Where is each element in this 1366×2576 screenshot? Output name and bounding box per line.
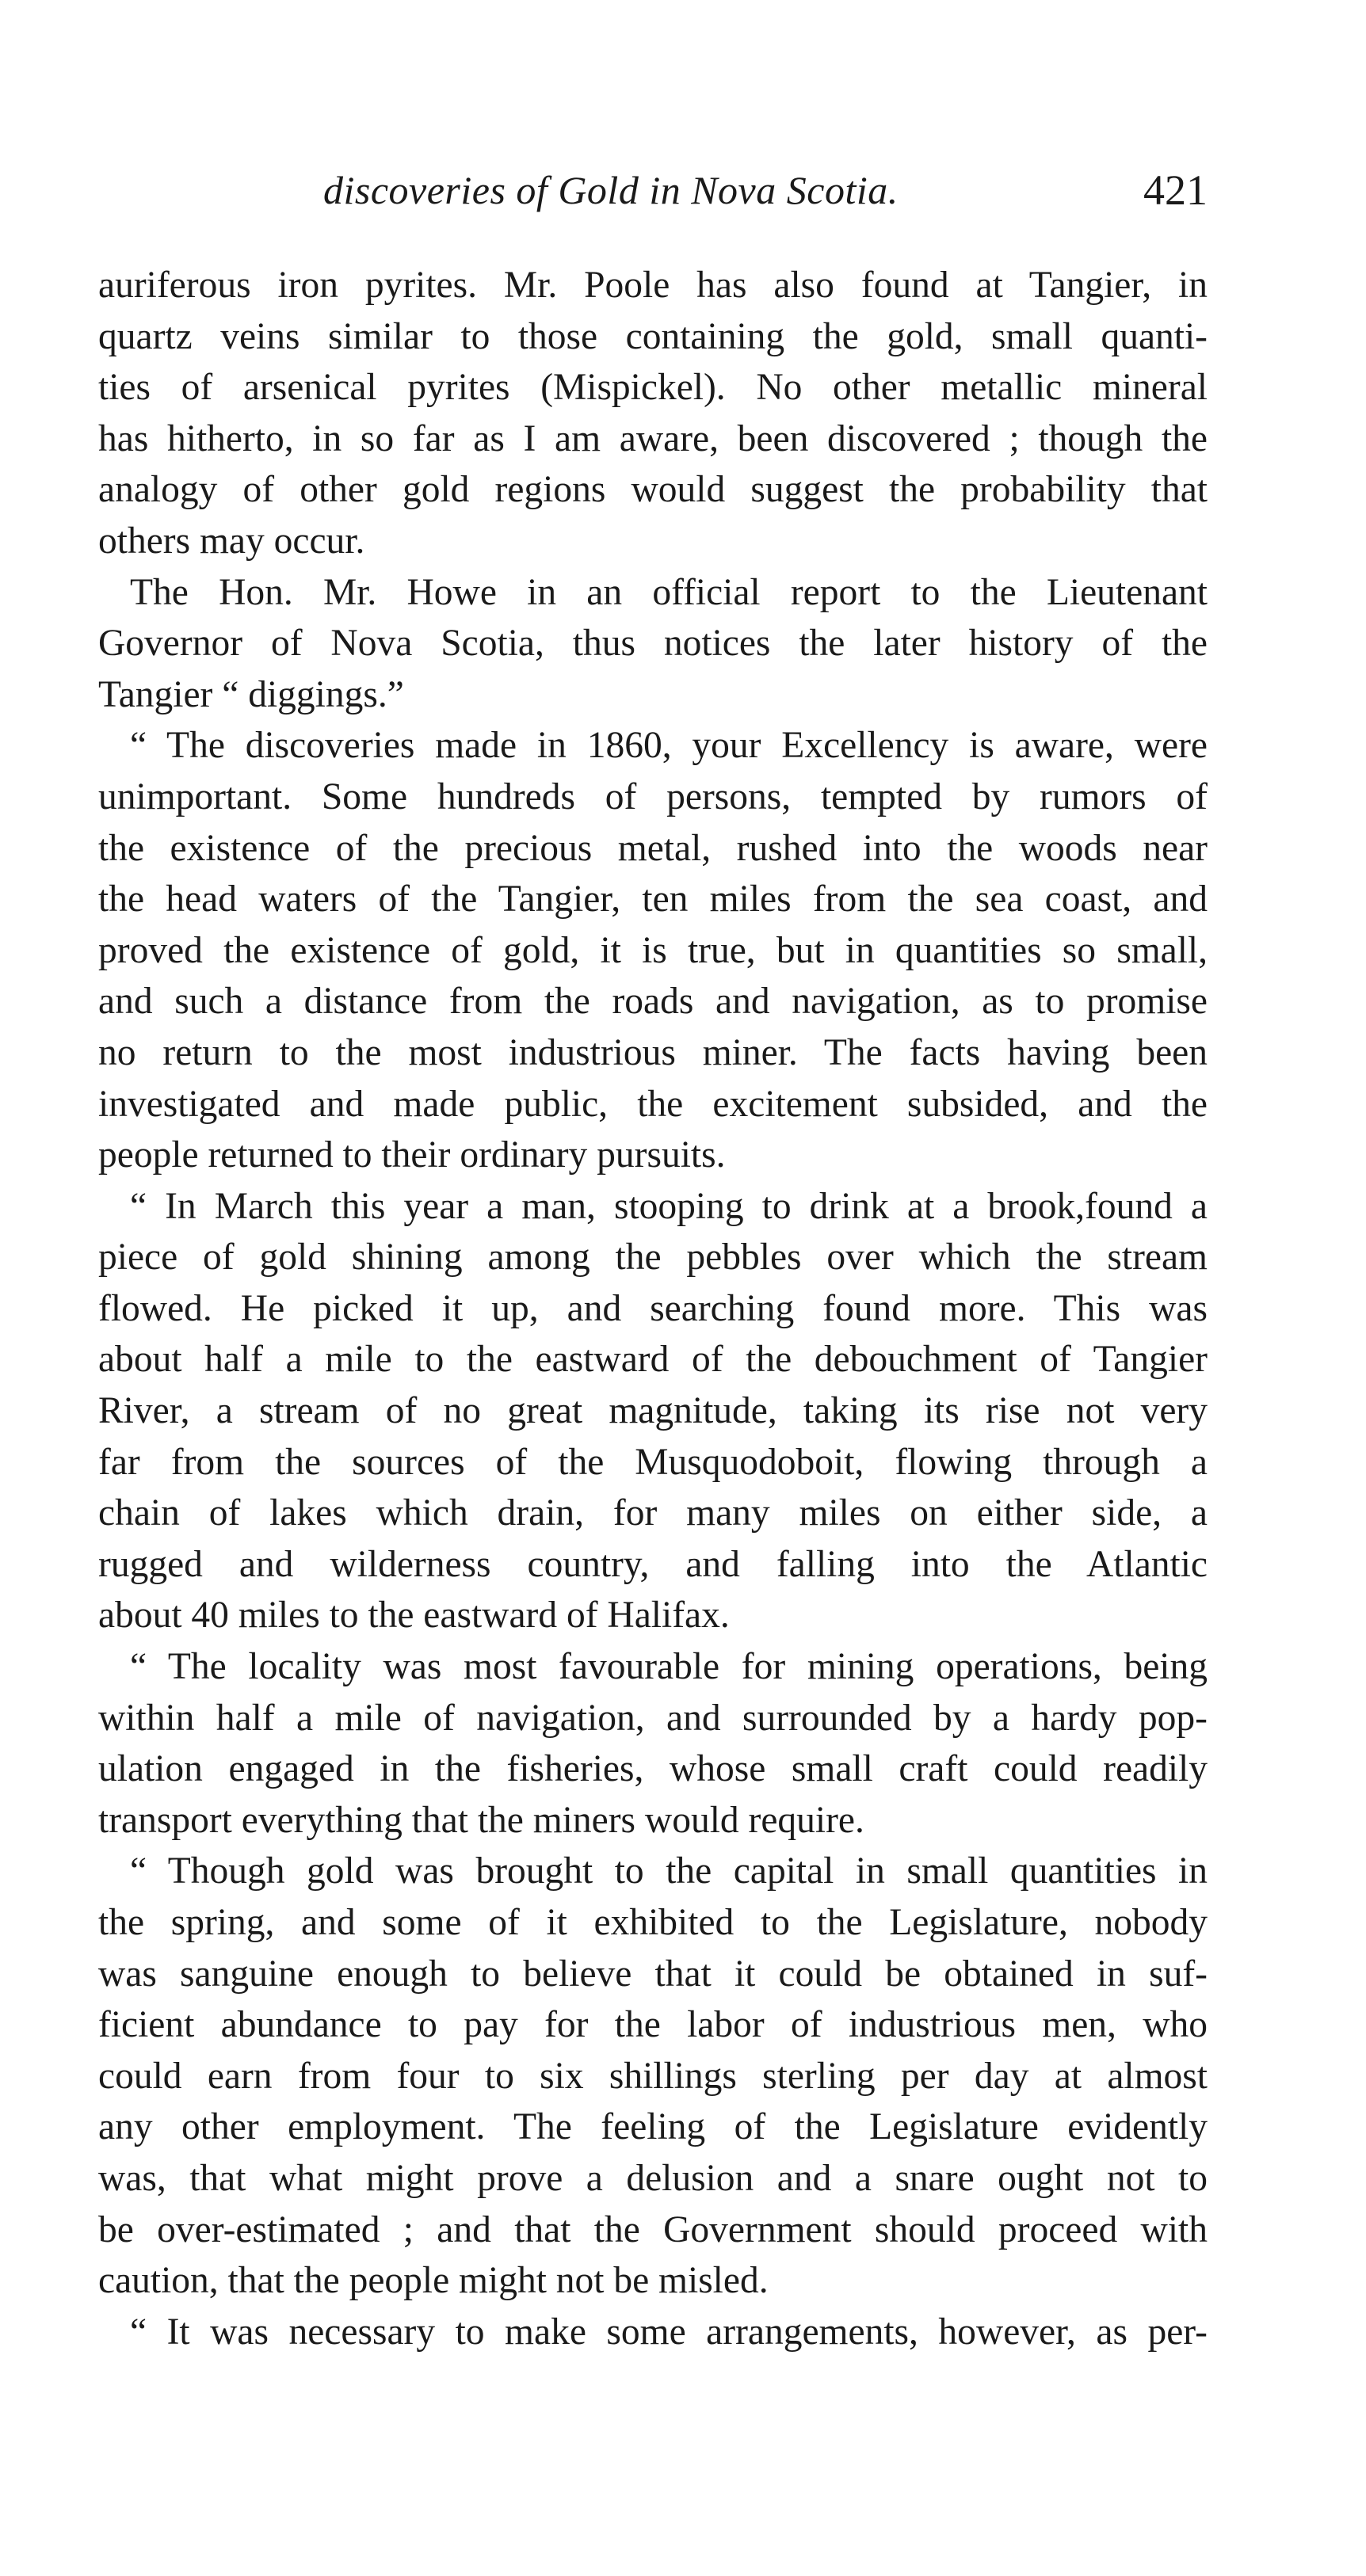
text-line: proved the existence of gold, it is true, but in quantities so small, — [98, 929, 1208, 971]
text-line: “ In March this year a man, stooping to drink at a brook,found a — [130, 1185, 1208, 1227]
text-line: any other employment. The feeling of the Legislature evidently — [98, 2106, 1208, 2148]
text-line: no return to the most industrious miner. The facts having been — [98, 1031, 1208, 1073]
text-line: investigated and made public, the excitement subsided, and the — [98, 1083, 1208, 1125]
text-line: about 40 miles to the eastward of Halifax. — [98, 1595, 730, 1637]
text-line: “ Though gold was brought to the capital in small quantities in — [130, 1850, 1208, 1892]
text-line: chain of lakes which drain, for many miles on either side, a — [98, 1492, 1208, 1534]
text-line: the head waters of the Tangier, ten miles from the sea coast, and — [98, 878, 1208, 920]
text-line: and such a distance from the roads and navigation, as to promise — [98, 981, 1208, 1023]
running-title: discoveries of Gold in Nova Scotia. — [323, 168, 899, 212]
text-line: “ The discoveries made in 1860, your Excellency is aware, were — [130, 725, 1208, 767]
text-line: could earn from four to six shillings sterling per day at almost — [98, 2055, 1208, 2097]
text-line: Tangier “ diggings.” — [98, 673, 404, 715]
text-line: ulation engaged in the fisheries, whose small craft could readily — [98, 1748, 1208, 1790]
text-line: caution, that the people might not be misled. — [98, 2260, 769, 2302]
text-line: far from the sources of the Musquodoboit, flowing through a — [98, 1441, 1208, 1483]
text-line: transport everything that the miners would require. — [98, 1799, 864, 1841]
page-number: 421 — [1143, 166, 1208, 214]
text-line: auriferous iron pyrites. Mr. Poole has also found at Tangier, in — [98, 265, 1208, 306]
text-line: within half a mile of navigation, and surrounded by a hardy pop- — [98, 1697, 1208, 1739]
text-line: The Hon. Mr. Howe in an official report to the Lieutenant — [130, 571, 1208, 613]
text-line: others may occur. — [98, 520, 365, 562]
text-line: unimportant. Some hundreds of persons, tempted by rumors of — [98, 775, 1208, 817]
text-line: people returned to their ordinary pursuits. — [98, 1134, 726, 1176]
text-line: ficient abundance to pay for the labor of industrious men, who — [98, 2004, 1208, 2046]
text-line: analogy of other gold regions would suggest the probability that — [98, 469, 1208, 511]
text-line: River, a stream of no great magnitude, taking its rise not very — [98, 1390, 1208, 1432]
text-line: quartz veins similar to those containing the gold, small quanti- — [98, 315, 1208, 357]
body-text — [98, 260, 1208, 2357]
text-line: the spring, and some of it exhibited to the Legislature, nobody — [98, 1902, 1208, 1943]
text-line: “ It was necessary to make some arrangements, however, as per- — [130, 2311, 1208, 2353]
text-line: be over-estimated ; and that the Government should proceed with — [98, 2208, 1208, 2250]
running-head — [98, 158, 1208, 222]
text-line: piece of gold shining among the pebbles over which the stream — [98, 1237, 1208, 1278]
text-line: about half a mile to the eastward of the debouchment of Tangier — [98, 1339, 1208, 1381]
text-line: was sanguine enough to believe that it could be obtained in suf- — [98, 1953, 1208, 1995]
text-line: the existence of the precious metal, rushed into the woods near — [98, 827, 1208, 869]
text-line: was, that what might prove a delusion and a snare ought not to — [98, 2157, 1208, 2199]
text-line: has hitherto, in so far as I am aware, been discovered ; though the — [98, 417, 1208, 459]
text-line: Governor of Nova Scotia, thus notices the later history of the — [98, 623, 1208, 665]
text-line: flowed. He picked it up, and searching found more. This was — [98, 1287, 1208, 1329]
text-line: ties of arsenical pyrites (Mispickel). No other metallic mineral — [98, 367, 1208, 409]
text-line: rugged and wilderness country, and falling into the Atlantic — [98, 1543, 1208, 1585]
text-line: “ The locality was most favourable for mining operations, being — [130, 1646, 1208, 1688]
